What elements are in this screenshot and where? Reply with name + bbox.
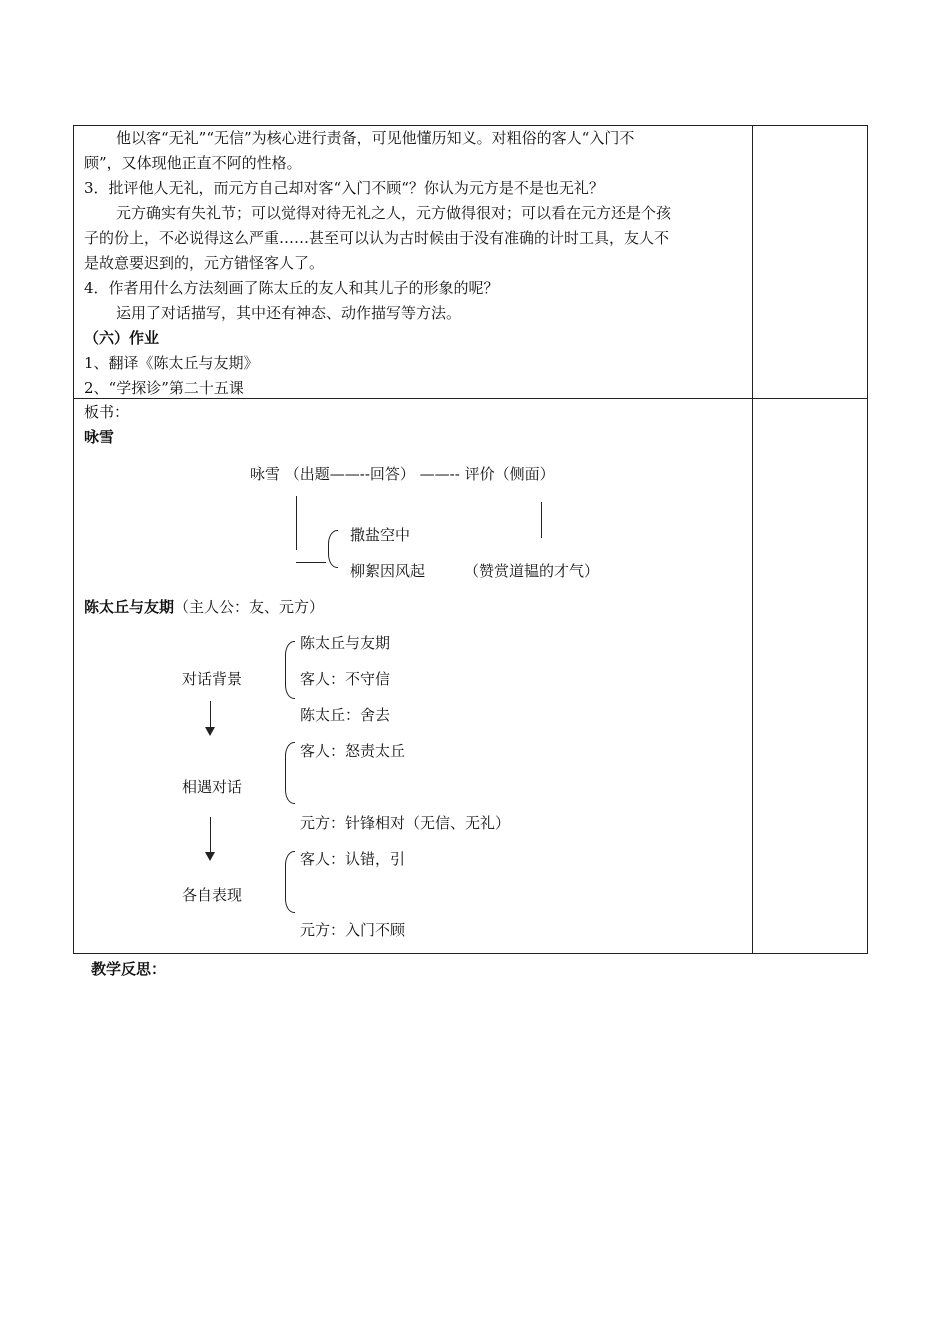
question-4: 4．作者用什么方法刻画了陈太丘的友人和其儿子的形象的呢？ (84, 279, 499, 297)
evaluation-note: （赞赏道韫的才气） (464, 562, 600, 580)
connector-line (296, 496, 297, 550)
paragraph-line: 顾”，又体现他正直不阿的性格。 (84, 154, 302, 172)
stage-3-item: 元方：入门不顾 (300, 921, 406, 939)
down-arrow-icon (210, 701, 211, 728)
answer-3-line: 元方确实有失礼节；可以觉得对待无礼之人，元方做得很对；可以看在元方还是个孩 (116, 204, 672, 222)
brace-icon (285, 742, 295, 804)
stage-1-label: 对话背景 (182, 670, 243, 688)
down-arrow-icon (210, 817, 211, 853)
connector-line (541, 502, 542, 538)
stage-2-item: 元方：针锋相对（无信、无礼） (300, 814, 511, 832)
teaching-reflection-label: 教学反思： (91, 960, 167, 978)
question-3: 3．批评他人无礼，而元方自己却对客“入门不顾“？你认为元方是不是也无礼？ (84, 179, 604, 197)
yongxue-flow-row: 咏雪 （出题——--回答） ——-- 评价（侧面） (250, 465, 555, 483)
brace-icon (328, 530, 338, 568)
stage-2-item: 客人：怒责太丘 (300, 742, 406, 760)
answer-a: 撒盐空中 (350, 526, 411, 544)
board-title-yongxue: 咏雪 (84, 428, 115, 446)
homework-heading: （六）作业 (84, 329, 160, 347)
board-title-chentaiqiu (84, 596, 324, 617)
stage-1-item: 客人：不守信 (300, 670, 391, 688)
homework-item: 2、“学探诊”第二十五课 (84, 379, 244, 397)
arrow-head-icon (205, 852, 215, 861)
stage-2-label: 相遇对话 (182, 778, 243, 796)
connector-line (296, 562, 326, 563)
arrow-head-icon (205, 727, 215, 736)
answer-3-line: 子的份上，不必说得这么严重……甚至可以认为古时候由于没有准确的计时工具，友人不 (84, 229, 670, 247)
table-border-right (867, 125, 868, 953)
answer-b: 柳絮因风起 (350, 562, 426, 580)
stage-1-item: 陈太丘：舍去 (300, 706, 391, 724)
brace-icon (285, 641, 295, 699)
chentaiqiu-note: （主人公：友、元方） (174, 598, 325, 616)
answer-3-line: 是故意要迟到的，元方错怪客人了。 (84, 254, 325, 272)
stage-1-item: 陈太丘与友期 (300, 634, 391, 652)
table-border-left (73, 125, 74, 953)
stage-3-item: 客人：认错，引 (300, 850, 406, 868)
stage-3-label: 各自表现 (182, 886, 243, 904)
answer-4: 运用了对话描写，其中还有神态、动作描写等方法。 (116, 304, 462, 322)
board-label: 板书： (84, 403, 130, 421)
chentaiqiu-title: 陈太丘与友期 (84, 598, 175, 616)
paragraph-line: 他以客“无礼”“无信”为核心进行责备，可见他懂历知义。对粗俗的客人“入门不 (116, 129, 635, 147)
homework-item: 1、翻译《陈太丘与友期》 (84, 354, 259, 372)
brace-icon (285, 851, 295, 913)
table-border-bottom (73, 953, 868, 954)
table-column-divider (752, 125, 753, 953)
